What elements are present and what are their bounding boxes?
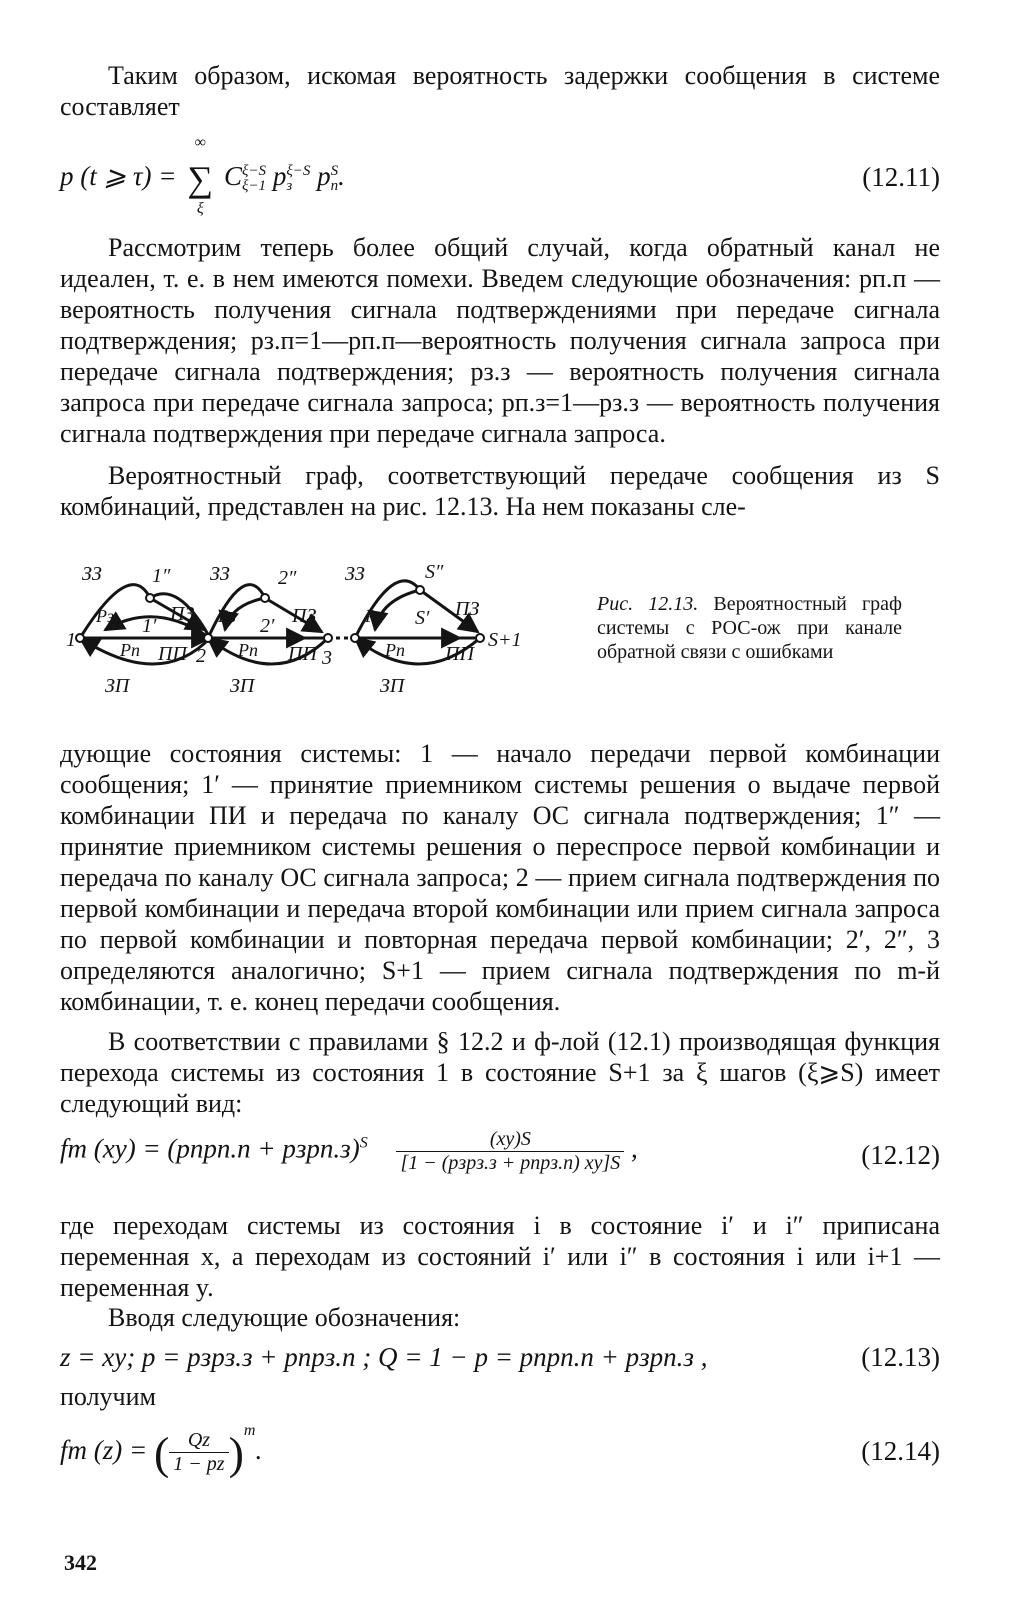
caption-text: Вероятностный граф системы с РОС-ож при канале обратной связи с ошибками [597, 593, 902, 663]
eq14-numerator: Qz [169, 1429, 228, 1453]
paragraph-intro: Таким образом, искомая вероятность задержки сообщения в системе составляет [60, 61, 940, 121]
eq12-lhs-sup: S [359, 1134, 368, 1152]
label-zp-2: ЗП [230, 675, 255, 697]
paragraph-graph-intro: Вероятностный граф, соответствующий передаче сообщения из S комбинаций, представлен на рис. 12.13. На нем показаны сле- [60, 461, 940, 521]
label-pp-3: ПП [445, 643, 474, 665]
label-zp-1: ЗП [105, 675, 130, 697]
eq11-p1-sub: з [286, 178, 293, 194]
label-pz-3: ПЗ [455, 598, 480, 620]
eq14-tail: . [255, 1435, 263, 1465]
eq11-p1-sup: ξ−S [286, 163, 311, 179]
node-s1: S+1 [488, 629, 522, 651]
label-zp-3: ЗП [380, 675, 405, 697]
eq14-denominator: 1 − pz [173, 1453, 225, 1476]
eq14-fraction [169, 1429, 228, 1476]
equation-12-13 [60, 1342, 940, 1388]
eq11-sum-top: ∞ [194, 134, 206, 151]
node-sp: S′ [415, 607, 430, 629]
eq11-c-sub: ξ−1 [242, 178, 267, 194]
eq11-p2-sub: п [330, 178, 339, 194]
eq12-numerator: (xy)S [396, 1128, 624, 1152]
label-pp-1: ПП [158, 643, 187, 665]
eq11-p2: p [317, 161, 331, 192]
eq14-lhs: fm (z) = [60, 1435, 154, 1465]
node-1p: 1′ [142, 615, 157, 637]
equation-12-14: fm (z) = ( $\frac{Qz}{1 - pz}$ )$^m$. (12.14) [60, 1422, 940, 1479]
label-pz-sym-2: Pз [218, 606, 237, 626]
eq12-tail: , [631, 1133, 638, 1164]
paragraph-result-intro: получим [60, 1382, 156, 1411]
eq11-tail: . [338, 161, 345, 192]
paragraph-generating-function: В соответствии с правилами § 12.2 и ф-лой (12.1) производящая функция перехода системы из состояния 1 в состояние S+1 за ξ шагов (ξ⩾S) имеет следующий вид: [60, 1027, 940, 1118]
eq14-sup: m [243, 1422, 256, 1439]
equation-number: (12.11) [862, 162, 940, 192]
eq12-denominator: [1 − (pзpз.з + pпpз.п) xy]S [400, 1152, 621, 1174]
node-2pp: 2″ [278, 567, 297, 589]
eq11-sum-bottom: ξ [196, 200, 204, 217]
probability-graph-figure [60, 560, 580, 710]
node-2p: 2′ [260, 615, 275, 637]
node-1: 1 [66, 629, 76, 651]
node-spp: S″ [425, 561, 444, 583]
label-pp-sym-3: Pп [385, 640, 405, 660]
label-pz-2: ПЗ [292, 605, 317, 627]
label-pz-sym-1: Pз [96, 606, 115, 626]
label-zz-3: ЗЗ [345, 563, 365, 585]
paragraph-definitions: Рассмотрим теперь более общий случай, когда обратный канал не идеален, т. е. в нем имеются помехи. Введем следующие обозначения: pп.п — вероятность получения сигнала подтверждениями при передаче сигнала подтверждения; pз.п=1—pп.п—вероятность получения сигнала запроса при передаче сигнала подтверждения; pз.з — вероятность получения сигнала запроса при передаче сигнала запроса; pп.з=1—pз.з — вероятность получения сигнала подтверждения при передаче сигнала запроса. [60, 233, 940, 448]
paragraph-states: дующие состояния системы: 1 — начало передачи первой комбинации сообщения; 1′ — принятие приемником системы решения о выдаче первой комбинации ПИ и передача по каналу ОС сигнала подтверждения; 1″ — принятие приемником системы решения о переспросе первой комбинации и передача по каналу ОС сигнала запроса; 2 — прием сигнала подтверждения по первой комбинации и передача второй комбинации или прием сигнала запроса по первой комбинации и повторная передача первой комбинации; 2′, 2″, 3 определяются аналогично; S+1 — прием сигнала подтверждения по m-й комбинации, т. е. конец передачи сообщения. [60, 739, 940, 1016]
equation-number: (12.14) [861, 1436, 940, 1466]
label-pp-sym-2: Pп [238, 640, 258, 660]
eq11-lhs: p (t ⩾ τ) = [60, 161, 184, 192]
eq13-body: z = xy; p = pзpз.з + pпpз.п ; Q = 1 − p = pпpп.п + pзpп.з , [60, 1342, 708, 1372]
node-1pp: 1″ [152, 565, 171, 587]
page-number: 342 [64, 1550, 97, 1575]
label-zz-2: ЗЗ [210, 563, 230, 585]
eq11-p1: p [272, 161, 287, 192]
eq11-p2-sup: S [330, 163, 339, 179]
equation-number: (12.13) [861, 1342, 940, 1372]
label-zz-1: ЗЗ [82, 563, 102, 585]
label-pz-1: ПЗ [170, 603, 195, 625]
equation-number: (12.12) [861, 1140, 940, 1170]
equation-12-11 [60, 134, 940, 218]
node-3: 3 [322, 647, 332, 669]
caption-label: Рис. 12.13. [597, 593, 699, 615]
node-2: 2 [196, 645, 206, 667]
paragraph-notation-intro: Вводя следующие обозначения: [108, 1303, 461, 1332]
figure-caption [597, 592, 902, 664]
eq12-lhs: fm (xy) = (pпpп.п + pзpп.з) [60, 1133, 360, 1164]
eq11-c-sup: ξ−S [242, 163, 267, 179]
label-pp-2: ПП [288, 643, 317, 665]
paragraph-variables: где переходам системы из состояния i в состояние i′ и i″ приписана переменная x, а переходам из состояний i′ или i″ в состояния i или i+1 — переменная y. [60, 1211, 940, 1302]
eq11-sum: ∑ [187, 159, 214, 199]
label-pp-sym-1: Pп [120, 640, 140, 660]
label-pz-sym-3: Pз [365, 606, 384, 626]
equation-12-12 [60, 1122, 940, 1192]
eq11-c: C [224, 161, 243, 192]
eq12-fraction [396, 1128, 624, 1175]
